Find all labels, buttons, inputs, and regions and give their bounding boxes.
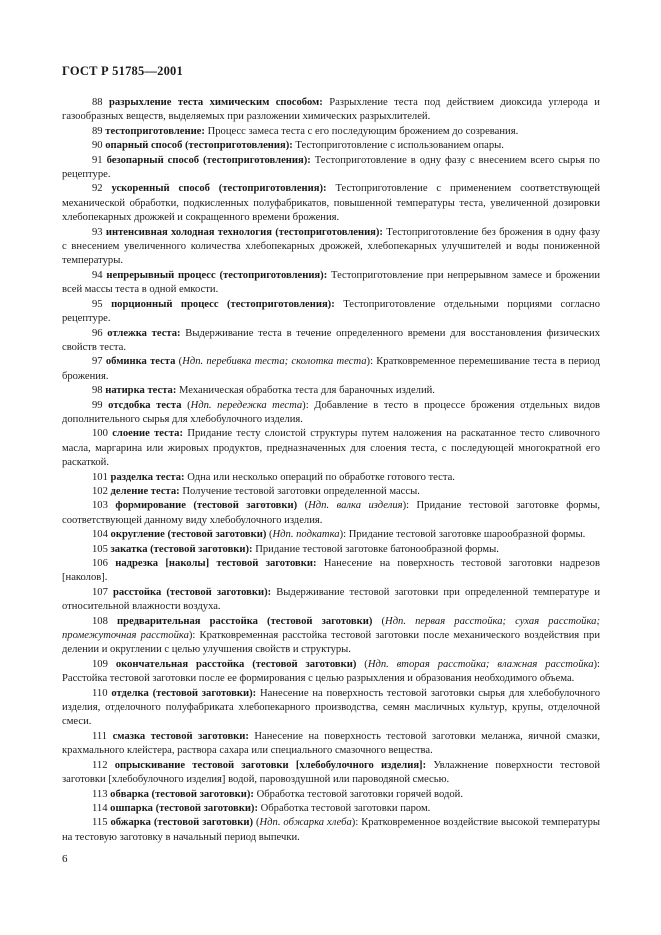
- entry-number: 93: [92, 226, 106, 238]
- entry-term: интенсивная холодная технология (тестоприготовления):: [105, 226, 383, 238]
- term-entry: [62, 399, 600, 428]
- entry-number: 111: [92, 730, 113, 742]
- term-entry: [62, 125, 600, 139]
- entry-definition: Получение тестовой заготовки определенной массы.: [179, 485, 420, 497]
- term-entry: [62, 759, 600, 788]
- entry-definition: Механическая обработка теста для бараночных изделий.: [176, 385, 435, 397]
- term-entry: [62, 730, 600, 759]
- entry-synonym: Ндп. обжарка хлеба: [259, 817, 352, 829]
- entry-definition: Разрыхление теста под действием диоксида углерода и газообразных веществ, выделяемых при разложении химических разрыхлителей.: [62, 97, 600, 123]
- entry-term: натирка теста:: [105, 385, 177, 397]
- term-entry: [62, 816, 600, 845]
- entry-definition: Обработка тестовой заготовки паром.: [257, 802, 431, 814]
- entry-term: закатка (тестовой заготовки):: [110, 543, 253, 555]
- entry-number: 103: [92, 500, 116, 512]
- entry-number: 113: [92, 788, 111, 800]
- entry-term: предварительная расстойка (тестовой заготовки): [117, 615, 373, 627]
- entry-term: расстойка (тестовой заготовки):: [112, 586, 272, 598]
- entry-synonym-open: (: [266, 529, 273, 541]
- term-entry: [62, 687, 600, 730]
- term-entry: [62, 427, 600, 470]
- entry-number: 104: [92, 529, 111, 541]
- entry-term: отделка (тестовой заготовки):: [111, 687, 257, 699]
- term-entry: [62, 802, 600, 816]
- entry-term: ускоренный способ (тестоприготовления):: [111, 183, 327, 195]
- entry-definition: Тестоприготовление отдельными порциями согласно рецептуре.: [62, 298, 600, 325]
- entry-number: 92: [92, 183, 112, 195]
- term-entry: [62, 528, 600, 542]
- entry-definition: Одна или несколько операций по обработке готового теста.: [184, 471, 455, 483]
- entry-definition: Придание тестовой заготовке формы, соответствующей данному виду хлебобулочного изделия.: [62, 500, 600, 526]
- document-header: ГОСТ Р 51785—2001: [62, 64, 183, 78]
- entry-number: 91: [92, 154, 107, 166]
- entry-number: 110: [92, 687, 112, 699]
- entry-number: 106: [92, 558, 116, 569]
- entry-definition: Нанесение на поверхность тестовой заготовки надрезов [наколов].: [62, 558, 600, 584]
- term-entry: [62, 269, 600, 298]
- entry-synonym: Ндп. первая расстойка; сухая расстойка; промежуточная расстойка: [62, 615, 600, 642]
- entry-number: 90: [92, 140, 106, 152]
- entry-number: 105: [92, 543, 111, 555]
- entry-number: 102: [92, 485, 111, 497]
- entry-term: обминка теста: [105, 356, 176, 368]
- entry-number: 89: [92, 125, 106, 137]
- entry-term: слоение теста:: [112, 428, 183, 440]
- entry-definition: Тестоприготовление при непрерывном замесе и брожении всей массы теста в одной емкости.: [62, 269, 600, 296]
- term-entry: [62, 543, 600, 557]
- entry-synonym-open: (: [356, 658, 368, 670]
- entry-number: 88: [92, 97, 109, 108]
- entry-definition: Процесс замеса теста с его последующим брожением до созревания.: [204, 125, 519, 137]
- entry-definition: Тестоприготовление в одну фазу с внесением всего сырья по рецептуре.: [62, 154, 600, 181]
- term-entry: [62, 658, 600, 687]
- entry-number: 101: [92, 471, 111, 483]
- entry-number: 108: [92, 615, 118, 627]
- term-entry: [62, 154, 600, 183]
- page-number: 6: [62, 853, 68, 865]
- entry-definition: Обработка тестовой заготовки горячей водой.: [253, 788, 463, 800]
- term-entry: [62, 327, 600, 356]
- entry-synonym: Ндп. подкатка: [272, 529, 340, 541]
- entry-definition: Придание тестовой заготовке шарообразной формы.: [346, 529, 586, 541]
- entry-synonym-close: ):: [188, 630, 196, 642]
- entry-term: тестоприготовление:: [105, 125, 205, 137]
- entry-number: 97: [92, 356, 106, 368]
- entry-term: надрезка [наколы] тестовой заготовки:: [115, 558, 317, 569]
- entry-synonym-open: (: [297, 500, 309, 512]
- term-entry: [62, 586, 600, 615]
- entry-synonym: Ндп. перебивка теста; сколотка теста: [182, 356, 367, 368]
- entry-definition: Выдерживание тестовой заготовки при определенной температуре и относительной влажности воздуха.: [62, 586, 600, 613]
- entry-synonym-close: ):: [402, 500, 410, 512]
- entry-synonym-close: ):: [593, 658, 600, 670]
- entry-number: 98: [92, 385, 106, 397]
- entry-definition: Придание тесту слоистой структуры путем наложения на раскатанное тесто сливочного масла, маргарина или жировых продуктов, предназначенных для слоения теста, с последующей многократной его раскаткой.: [62, 428, 600, 469]
- entry-term: порционный процесс (тестоприготовления):: [111, 298, 335, 310]
- entry-definition: Тестоприготовление с применением соответствующей механической обработки, подкисленных полуфабрикатов, повышенной температуры теста, увеличенной дозировки хлебопекарных дрожжей и сокращенного времени брожения.: [62, 183, 600, 224]
- entry-synonym-close: ):: [339, 529, 347, 541]
- entry-definition: Нанесение на поверхность тестовой заготовки сырья для хлебобулочного изделия, отделочного полуфабриката хлебопекарного производства, семян масличных культур, крупы, отделочной смеси.: [62, 687, 600, 728]
- term-entry: [62, 355, 600, 384]
- entry-definition: Увлажнение поверхности тестовой заготовки [хлебобулочного изделия] водой, паровоздушной или пароводяной смесью.: [62, 759, 600, 786]
- term-entry: [62, 615, 600, 658]
- entry-definition: Выдерживание теста в течение определенного времени для восстановления физических свойств теста.: [62, 327, 600, 353]
- entry-definition: Расстойка тестовой заготовки после ее формирования с целью разрыхления и образования необходимого объема.: [62, 673, 575, 685]
- entry-synonym-open: (: [175, 356, 183, 368]
- entry-definition: Тестоприготовление с использованием опары.: [292, 140, 504, 152]
- entry-number: 95: [92, 298, 112, 310]
- entry-term: опрыскивание тестовой заготовки [хлебобулочного изделия]:: [114, 759, 427, 771]
- entry-definition: Тестоприготовление без брожения в одну фазу с внесением увеличенного количества хлебопекарных дрожжей, хлебопекарных улучшителей и воды пониженной температуры.: [62, 226, 600, 267]
- term-entry: [62, 298, 600, 327]
- entry-term: безопарный способ (тестоприготовления):: [106, 154, 311, 166]
- entry-term: опарный способ (тестоприготовления):: [105, 140, 293, 152]
- entry-number: 100: [92, 428, 113, 440]
- entry-term: разрыхление теста химическим способом:: [109, 97, 323, 108]
- entry-synonym: Ндп. передежка теста: [190, 399, 303, 411]
- terms-list: [62, 96, 600, 845]
- entry-number: 115: [92, 817, 111, 829]
- entry-synonym: Ндп. вторая расстойка; влажная расстойка: [367, 658, 594, 670]
- entry-synonym-close: ):: [351, 817, 359, 829]
- entry-synonym: Ндп. валка изделия: [308, 500, 403, 512]
- entry-term: окончательная расстойка (тестовой заготовки): [115, 658, 357, 670]
- entry-term: округление (тестовой заготовки): [110, 529, 267, 541]
- entry-definition: Нанесение на поверхность тестовой заготовки меланжа, яичной смазки, крахмального клейстера, раствора сахара или специального смазочного вещества.: [62, 730, 600, 757]
- entry-term: смазка тестовой заготовки:: [112, 730, 249, 742]
- entry-term: формирование (тестовой заготовки): [115, 500, 298, 512]
- term-entry: [62, 182, 600, 225]
- entry-term: разделка теста:: [110, 471, 185, 483]
- entry-number: 114: [92, 802, 111, 814]
- entry-number: 109: [92, 658, 116, 670]
- entry-term: обжарка (тестовой заготовки): [110, 817, 254, 829]
- entry-definition: Кратковременное перемешивание теста в период брожения.: [62, 356, 600, 382]
- term-entry: [62, 557, 600, 586]
- term-entry: [62, 96, 600, 125]
- entry-definition: Кратковременная расстойка тестовой заготовки после механического воздействия при делении и округлении с целью улучшения свойств и структуры.: [62, 630, 600, 656]
- entry-term: отлежка теста:: [107, 327, 181, 339]
- entry-number: 94: [92, 269, 107, 281]
- term-entry: [62, 485, 600, 499]
- entry-term: ошпарка (тестовой заготовки):: [110, 802, 258, 814]
- term-entry: [62, 788, 600, 802]
- term-entry: [62, 471, 600, 485]
- term-entry: [62, 226, 600, 269]
- entry-synonym-close: ):: [302, 399, 309, 411]
- entry-term: деление теста:: [110, 485, 180, 497]
- entry-number: 112: [92, 759, 115, 771]
- entry-definition: Придание тестовой заготовке батонообразной формы.: [252, 543, 499, 555]
- entry-term: непрерывный процесс (тестоприготовления):: [106, 269, 328, 281]
- entry-number: 107: [92, 586, 113, 598]
- entry-synonym-close: ):: [366, 356, 374, 368]
- entry-number: 99: [92, 399, 109, 411]
- term-entry: [62, 384, 600, 398]
- entry-number: 96: [92, 327, 108, 339]
- entry-term: отсдобка теста: [108, 399, 182, 411]
- term-entry: [62, 139, 600, 153]
- entry-term: обварка (тестовой заготовки):: [110, 788, 254, 800]
- entry-synonym-open: (: [372, 615, 386, 627]
- entry-definition: Добавление в тесто в процессе брожения отдельных видов дополнительного сырья для хлебобулочного изделия.: [62, 399, 601, 425]
- term-entry: [62, 499, 600, 528]
- entry-synonym-open: (: [181, 399, 191, 411]
- entry-synonym-open: (: [253, 817, 260, 829]
- entry-definition: Кратковременное воздействие высокой температуры на тестовую заготовку в начальный период выпечки.: [62, 817, 600, 843]
